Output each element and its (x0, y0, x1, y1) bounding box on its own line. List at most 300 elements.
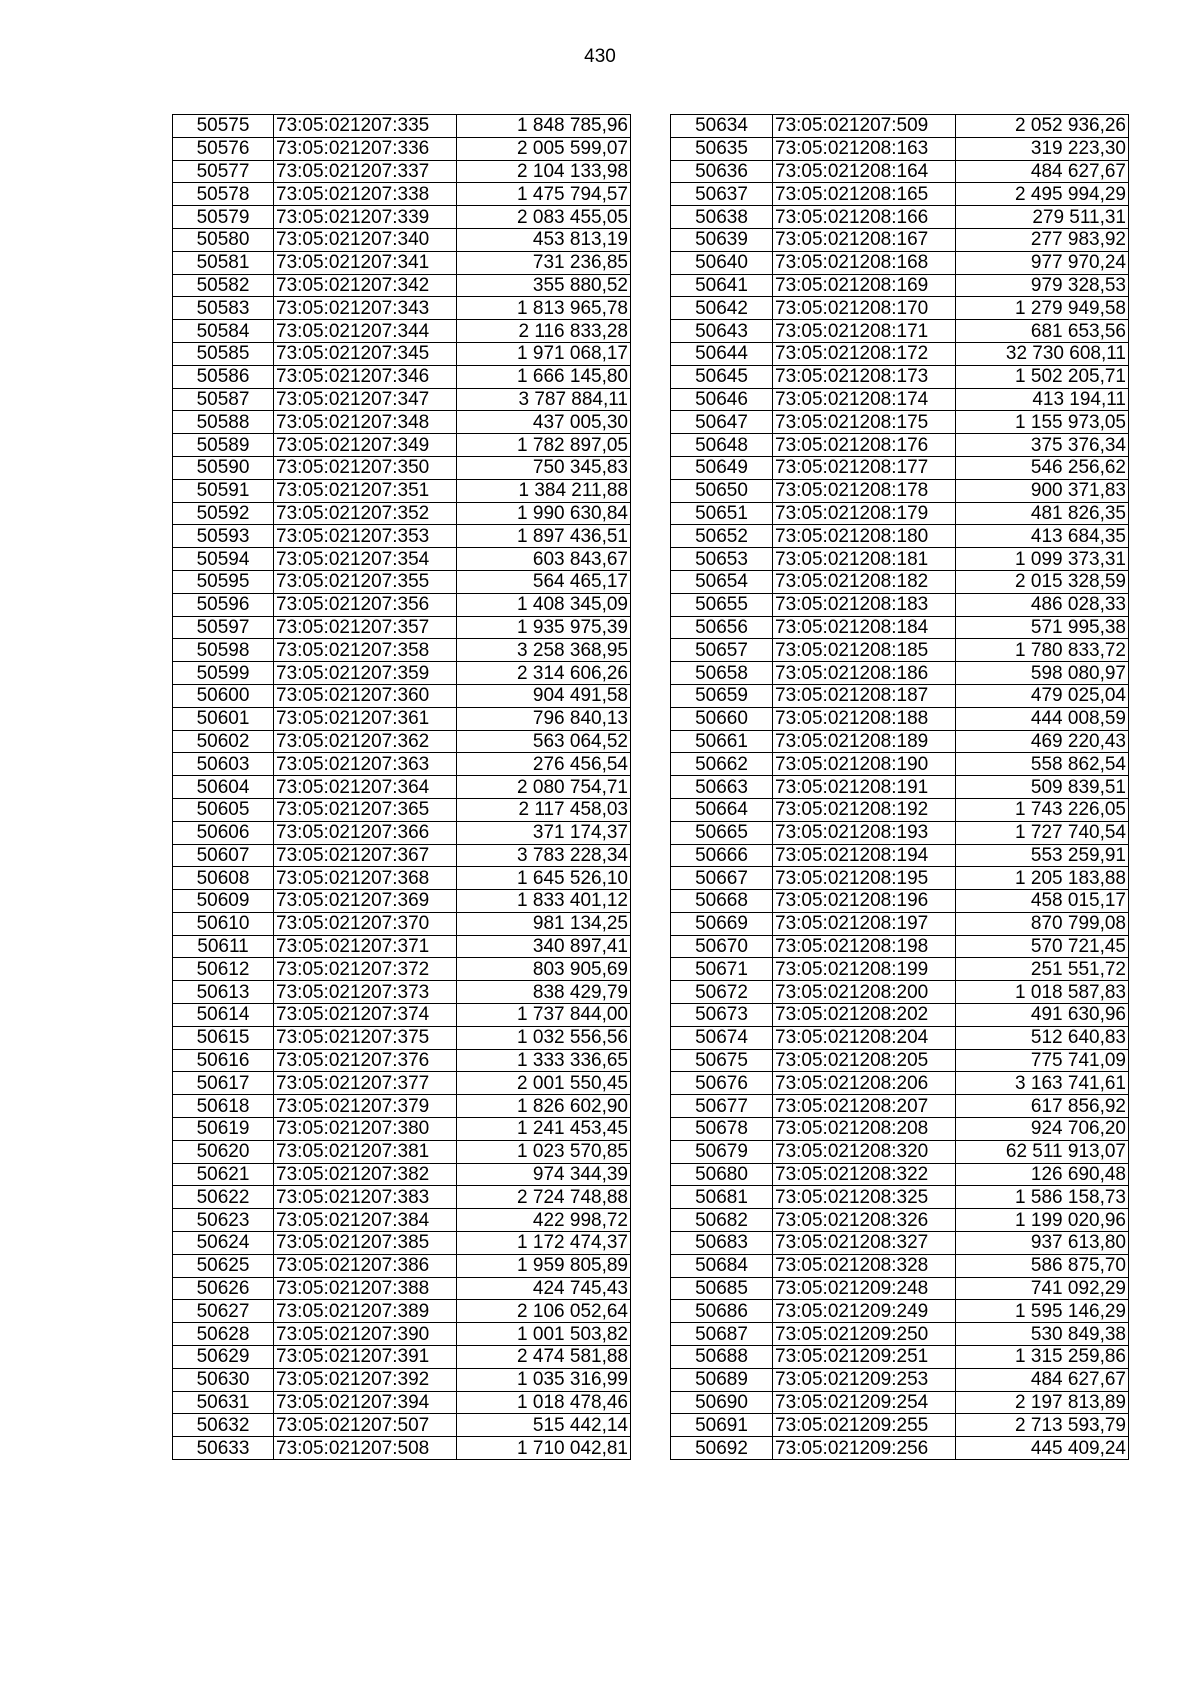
cadastral-number-cell: 73:05:021207:340 (274, 228, 457, 251)
value-cell: 750 345,83 (457, 456, 631, 479)
value-cell: 32 730 608,11 (956, 342, 1129, 365)
cadastral-number-cell: 73:05:021207:389 (274, 1300, 457, 1323)
cadastral-number-cell: 73:05:021207:376 (274, 1049, 457, 1072)
table-row (671, 411, 1129, 434)
value-cell: 2 005 599,07 (457, 137, 631, 160)
table-row (173, 570, 631, 593)
cadastral-number-cell: 73:05:021208:207 (773, 1095, 956, 1118)
row-number-cell: 50575 (173, 115, 274, 138)
row-number-cell: 50685 (671, 1277, 773, 1300)
table-row (671, 434, 1129, 457)
table-row (173, 798, 631, 821)
table-row (671, 707, 1129, 730)
table-row (173, 821, 631, 844)
row-number-cell: 50662 (671, 753, 773, 776)
registry-table-left (172, 114, 631, 1460)
value-cell: 2 117 458,03 (457, 798, 631, 821)
cadastral-number-cell: 73:05:021208:206 (773, 1072, 956, 1095)
value-cell: 731 236,85 (457, 251, 631, 274)
table-row (173, 639, 631, 662)
value-cell: 563 064,52 (457, 730, 631, 753)
cadastral-number-cell: 73:05:021208:185 (773, 639, 956, 662)
value-cell: 437 005,30 (457, 411, 631, 434)
table-row (173, 320, 631, 343)
value-cell: 512 640,83 (956, 1026, 1129, 1049)
cadastral-number-cell: 73:05:021208:196 (773, 890, 956, 913)
cadastral-number-cell: 73:05:021208:187 (773, 684, 956, 707)
row-number-cell: 50633 (173, 1437, 274, 1460)
value-cell: 979 328,53 (956, 274, 1129, 297)
value-cell: 1 475 794,57 (457, 183, 631, 206)
value-cell: 3 783 228,34 (457, 844, 631, 867)
row-number-cell: 50659 (671, 684, 773, 707)
row-number-cell: 50666 (671, 844, 773, 867)
row-number-cell: 50617 (173, 1072, 274, 1095)
value-cell: 2 083 455,05 (457, 206, 631, 229)
row-number-cell: 50687 (671, 1323, 773, 1346)
table-row (173, 730, 631, 753)
table-row (173, 525, 631, 548)
value-cell: 251 551,72 (956, 958, 1129, 981)
row-number-cell: 50669 (671, 912, 773, 935)
value-cell: 904 491,58 (457, 684, 631, 707)
table-row (173, 616, 631, 639)
cadastral-number-cell: 73:05:021207:336 (274, 137, 457, 160)
value-cell: 481 826,35 (956, 502, 1129, 525)
value-cell: 1 782 897,05 (457, 434, 631, 457)
row-number-cell: 50621 (173, 1163, 274, 1186)
value-cell: 422 998,72 (457, 1209, 631, 1232)
value-cell: 340 897,41 (457, 935, 631, 958)
table-row (671, 1049, 1129, 1072)
cadastral-number-cell: 73:05:021207:507 (274, 1414, 457, 1437)
value-cell: 570 721,45 (956, 935, 1129, 958)
table-row (173, 981, 631, 1004)
row-number-cell: 50612 (173, 958, 274, 981)
cadastral-number-cell: 73:05:021208:208 (773, 1118, 956, 1141)
row-number-cell: 50600 (173, 684, 274, 707)
cadastral-number-cell: 73:05:021209:248 (773, 1277, 956, 1300)
table-row (173, 1232, 631, 1255)
value-cell: 1 743 226,05 (956, 798, 1129, 821)
value-cell: 1 384 211,88 (457, 479, 631, 502)
table-row (671, 639, 1129, 662)
table-row (671, 1163, 1129, 1186)
row-number-cell: 50615 (173, 1026, 274, 1049)
value-cell: 2 474 581,88 (457, 1346, 631, 1369)
table-row (671, 958, 1129, 981)
value-cell: 803 905,69 (457, 958, 631, 981)
cadastral-number-cell: 73:05:021207:386 (274, 1254, 457, 1277)
row-number-cell: 50590 (173, 456, 274, 479)
cadastral-number-cell: 73:05:021207:369 (274, 890, 457, 913)
cadastral-number-cell: 73:05:021207:358 (274, 639, 457, 662)
table-row (173, 1004, 631, 1027)
row-number-cell: 50681 (671, 1186, 773, 1209)
value-cell: 1 172 474,37 (457, 1232, 631, 1255)
cadastral-number-cell: 73:05:021207:349 (274, 434, 457, 457)
table-row (173, 1049, 631, 1072)
table-row (671, 1140, 1129, 1163)
table-row (671, 160, 1129, 183)
value-cell: 509 839,51 (956, 776, 1129, 799)
cadastral-number-cell: 73:05:021208:190 (773, 753, 956, 776)
table-row (671, 1232, 1129, 1255)
value-cell: 553 259,91 (956, 844, 1129, 867)
table-row (671, 912, 1129, 935)
table-row (173, 160, 631, 183)
value-cell: 1 737 844,00 (457, 1004, 631, 1027)
row-number-cell: 50667 (671, 867, 773, 890)
table-row (173, 662, 631, 685)
cadastral-number-cell: 73:05:021207:360 (274, 684, 457, 707)
cadastral-number-cell: 73:05:021208:179 (773, 502, 956, 525)
cadastral-number-cell: 73:05:021207:391 (274, 1346, 457, 1369)
table-row (671, 1026, 1129, 1049)
cadastral-number-cell: 73:05:021207:351 (274, 479, 457, 502)
page-number: 430 (584, 46, 616, 67)
row-number-cell: 50661 (671, 730, 773, 753)
cadastral-number-cell: 73:05:021208:176 (773, 434, 956, 457)
cadastral-number-cell: 73:05:021208:198 (773, 935, 956, 958)
cadastral-number-cell: 73:05:021207:343 (274, 297, 457, 320)
table-row (173, 753, 631, 776)
table-row (671, 251, 1129, 274)
table-row (671, 1368, 1129, 1391)
row-number-cell: 50625 (173, 1254, 274, 1277)
table-row (173, 890, 631, 913)
row-number-cell: 50580 (173, 228, 274, 251)
cadastral-number-cell: 73:05:021208:192 (773, 798, 956, 821)
cadastral-number-cell: 73:05:021208:181 (773, 548, 956, 571)
row-number-cell: 50654 (671, 570, 773, 593)
value-cell: 424 745,43 (457, 1277, 631, 1300)
row-number-cell: 50663 (671, 776, 773, 799)
table-row (173, 1026, 631, 1049)
value-cell: 1 971 068,17 (457, 342, 631, 365)
table-row (173, 1186, 631, 1209)
table-row (173, 548, 631, 571)
value-cell: 741 092,29 (956, 1277, 1129, 1300)
value-cell: 413 194,11 (956, 388, 1129, 411)
value-cell: 1 833 401,12 (457, 890, 631, 913)
table-row (173, 684, 631, 707)
row-number-cell: 50630 (173, 1368, 274, 1391)
row-number-cell: 50638 (671, 206, 773, 229)
row-number-cell: 50594 (173, 548, 274, 571)
row-number-cell: 50598 (173, 639, 274, 662)
row-number-cell: 50692 (671, 1437, 773, 1460)
table-row (173, 206, 631, 229)
table-row (671, 388, 1129, 411)
table-row (671, 228, 1129, 251)
table-row (671, 456, 1129, 479)
value-cell: 491 630,96 (956, 1004, 1129, 1027)
value-cell: 375 376,34 (956, 434, 1129, 457)
table-row (671, 137, 1129, 160)
row-number-cell: 50660 (671, 707, 773, 730)
cadastral-number-cell: 73:05:021208:193 (773, 821, 956, 844)
table-row (671, 115, 1129, 138)
row-number-cell: 50691 (671, 1414, 773, 1437)
cadastral-number-cell: 73:05:021207:342 (274, 274, 457, 297)
cadastral-number-cell: 73:05:021208:322 (773, 1163, 956, 1186)
row-number-cell: 50588 (173, 411, 274, 434)
cadastral-number-cell: 73:05:021207:350 (274, 456, 457, 479)
row-number-cell: 50655 (671, 593, 773, 616)
table-row (173, 115, 631, 138)
row-number-cell: 50645 (671, 365, 773, 388)
table-row (671, 479, 1129, 502)
value-cell: 571 995,38 (956, 616, 1129, 639)
value-cell: 2 314 606,26 (457, 662, 631, 685)
table-row (671, 616, 1129, 639)
cadastral-number-cell: 73:05:021209:249 (773, 1300, 956, 1323)
table-row (671, 662, 1129, 685)
registry-table-left-body (173, 115, 631, 1460)
table-row (173, 297, 631, 320)
value-cell: 1 897 436,51 (457, 525, 631, 548)
table-row (173, 502, 631, 525)
value-cell: 838 429,79 (457, 981, 631, 1004)
cadastral-number-cell: 73:05:021207:377 (274, 1072, 457, 1095)
table-row (671, 183, 1129, 206)
cadastral-number-cell: 73:05:021207:347 (274, 388, 457, 411)
row-number-cell: 50607 (173, 844, 274, 867)
value-cell: 444 008,59 (956, 707, 1129, 730)
cadastral-number-cell: 73:05:021207:352 (274, 502, 457, 525)
value-cell: 445 409,24 (956, 1437, 1129, 1460)
row-number-cell: 50680 (671, 1163, 773, 1186)
row-number-cell: 50602 (173, 730, 274, 753)
cadastral-number-cell: 73:05:021207:509 (773, 115, 956, 138)
cadastral-number-cell: 73:05:021207:355 (274, 570, 457, 593)
table-row (671, 548, 1129, 571)
value-cell: 546 256,62 (956, 456, 1129, 479)
table-row (173, 935, 631, 958)
table-row (671, 730, 1129, 753)
table-row (671, 1346, 1129, 1369)
value-cell: 1 727 740,54 (956, 821, 1129, 844)
table-row (173, 593, 631, 616)
row-number-cell: 50647 (671, 411, 773, 434)
table-row (671, 1437, 1129, 1460)
value-cell: 3 258 368,95 (457, 639, 631, 662)
row-number-cell: 50628 (173, 1323, 274, 1346)
value-cell: 564 465,17 (457, 570, 631, 593)
table-row (671, 593, 1129, 616)
value-cell: 126 690,48 (956, 1163, 1129, 1186)
value-cell: 2 015 328,59 (956, 570, 1129, 593)
value-cell: 1 502 205,71 (956, 365, 1129, 388)
value-cell: 1 315 259,86 (956, 1346, 1129, 1369)
row-number-cell: 50577 (173, 160, 274, 183)
cadastral-number-cell: 73:05:021208:173 (773, 365, 956, 388)
table-row (173, 1346, 631, 1369)
row-number-cell: 50636 (671, 160, 773, 183)
row-number-cell: 50592 (173, 502, 274, 525)
row-number-cell: 50635 (671, 137, 773, 160)
cadastral-number-cell: 73:05:021208:175 (773, 411, 956, 434)
value-cell: 2 001 550,45 (457, 1072, 631, 1095)
value-cell: 1 935 975,39 (457, 616, 631, 639)
cadastral-number-cell: 73:05:021207:375 (274, 1026, 457, 1049)
cadastral-number-cell: 73:05:021208:167 (773, 228, 956, 251)
value-cell: 1 035 316,99 (457, 1368, 631, 1391)
value-cell: 617 856,92 (956, 1095, 1129, 1118)
table-row (671, 502, 1129, 525)
value-cell: 1 586 158,73 (956, 1186, 1129, 1209)
registry-table-right-body (671, 115, 1129, 1460)
table-row (173, 479, 631, 502)
table-row (173, 1391, 631, 1414)
row-number-cell: 50642 (671, 297, 773, 320)
row-number-cell: 50629 (173, 1346, 274, 1369)
value-cell: 1 666 145,80 (457, 365, 631, 388)
table-row (671, 753, 1129, 776)
cadastral-number-cell: 73:05:021208:320 (773, 1140, 956, 1163)
value-cell: 1 710 042,81 (457, 1437, 631, 1460)
value-cell: 1 205 183,88 (956, 867, 1129, 890)
cadastral-number-cell: 73:05:021208:186 (773, 662, 956, 685)
cadastral-number-cell: 73:05:021207:338 (274, 183, 457, 206)
table-row (173, 867, 631, 890)
row-number-cell: 50683 (671, 1232, 773, 1255)
table-row (173, 1095, 631, 1118)
cadastral-number-cell: 73:05:021208:188 (773, 707, 956, 730)
value-cell: 1 595 146,29 (956, 1300, 1129, 1323)
value-cell: 355 880,52 (457, 274, 631, 297)
row-number-cell: 50679 (671, 1140, 773, 1163)
cadastral-number-cell: 73:05:021208:183 (773, 593, 956, 616)
cadastral-number-cell: 73:05:021209:251 (773, 1346, 956, 1369)
cadastral-number-cell: 73:05:021208:172 (773, 342, 956, 365)
row-number-cell: 50676 (671, 1072, 773, 1095)
cadastral-number-cell: 73:05:021207:345 (274, 342, 457, 365)
table-row (671, 297, 1129, 320)
row-number-cell: 50620 (173, 1140, 274, 1163)
cadastral-number-cell: 73:05:021207:356 (274, 593, 457, 616)
table-row (671, 1004, 1129, 1027)
value-cell: 870 799,08 (956, 912, 1129, 935)
row-number-cell: 50670 (671, 935, 773, 958)
row-number-cell: 50619 (173, 1118, 274, 1141)
value-cell: 1 241 453,45 (457, 1118, 631, 1141)
table-row (671, 684, 1129, 707)
value-cell: 277 983,92 (956, 228, 1129, 251)
cadastral-number-cell: 73:05:021208:205 (773, 1049, 956, 1072)
cadastral-number-cell: 73:05:021208:195 (773, 867, 956, 890)
row-number-cell: 50585 (173, 342, 274, 365)
cadastral-number-cell: 73:05:021208:189 (773, 730, 956, 753)
row-number-cell: 50688 (671, 1346, 773, 1369)
value-cell: 62 511 913,07 (956, 1140, 1129, 1163)
cadastral-number-cell: 73:05:021207:372 (274, 958, 457, 981)
table-row (671, 1300, 1129, 1323)
table-row (671, 867, 1129, 890)
value-cell: 1 023 570,85 (457, 1140, 631, 1163)
cadastral-number-cell: 73:05:021208:164 (773, 160, 956, 183)
value-cell: 453 813,19 (457, 228, 631, 251)
table-row (671, 320, 1129, 343)
value-cell: 977 970,24 (956, 251, 1129, 274)
table-row (173, 1300, 631, 1323)
value-cell: 924 706,20 (956, 1118, 1129, 1141)
value-cell: 681 653,56 (956, 320, 1129, 343)
row-number-cell: 50665 (671, 821, 773, 844)
row-number-cell: 50599 (173, 662, 274, 685)
row-number-cell: 50668 (671, 890, 773, 913)
row-number-cell: 50684 (671, 1254, 773, 1277)
value-cell: 1 099 373,31 (956, 548, 1129, 571)
table-row (671, 1186, 1129, 1209)
row-number-cell: 50632 (173, 1414, 274, 1437)
cadastral-number-cell: 73:05:021207:344 (274, 320, 457, 343)
row-number-cell: 50650 (671, 479, 773, 502)
cadastral-number-cell: 73:05:021207:341 (274, 251, 457, 274)
table-row (671, 1254, 1129, 1277)
row-number-cell: 50596 (173, 593, 274, 616)
value-cell: 603 843,67 (457, 548, 631, 571)
row-number-cell: 50643 (671, 320, 773, 343)
row-number-cell: 50589 (173, 434, 274, 457)
row-number-cell: 50611 (173, 935, 274, 958)
table-row (173, 776, 631, 799)
value-cell: 1 032 556,56 (457, 1026, 631, 1049)
cadastral-number-cell: 73:05:021208:182 (773, 570, 956, 593)
row-number-cell: 50678 (671, 1118, 773, 1141)
value-cell: 2 116 833,28 (457, 320, 631, 343)
value-cell: 1 780 833,72 (956, 639, 1129, 662)
cadastral-number-cell: 73:05:021208:184 (773, 616, 956, 639)
table-row (671, 798, 1129, 821)
value-cell: 1 018 587,83 (956, 981, 1129, 1004)
row-number-cell: 50686 (671, 1300, 773, 1323)
cadastral-number-cell: 73:05:021208:199 (773, 958, 956, 981)
table-row (173, 388, 631, 411)
value-cell: 2 197 813,89 (956, 1391, 1129, 1414)
cadastral-number-cell: 73:05:021208:165 (773, 183, 956, 206)
value-cell: 1 408 345,09 (457, 593, 631, 616)
row-number-cell: 50610 (173, 912, 274, 935)
table-row (671, 1095, 1129, 1118)
cadastral-number-cell: 73:05:021207:348 (274, 411, 457, 434)
row-number-cell: 50682 (671, 1209, 773, 1232)
cadastral-number-cell: 73:05:021208:194 (773, 844, 956, 867)
table-row (671, 1072, 1129, 1095)
table-row (173, 707, 631, 730)
cadastral-number-cell: 73:05:021207:392 (274, 1368, 457, 1391)
row-number-cell: 50622 (173, 1186, 274, 1209)
row-number-cell: 50605 (173, 798, 274, 821)
row-number-cell: 50581 (173, 251, 274, 274)
cadastral-number-cell: 73:05:021208:169 (773, 274, 956, 297)
cadastral-number-cell: 73:05:021207:367 (274, 844, 457, 867)
cadastral-number-cell: 73:05:021207:379 (274, 1095, 457, 1118)
cadastral-number-cell: 73:05:021207:374 (274, 1004, 457, 1027)
row-number-cell: 50656 (671, 616, 773, 639)
row-number-cell: 50631 (173, 1391, 274, 1414)
table-row (671, 1118, 1129, 1141)
table-row (173, 844, 631, 867)
cadastral-number-cell: 73:05:021207:353 (274, 525, 457, 548)
cadastral-number-cell: 73:05:021208:325 (773, 1186, 956, 1209)
row-number-cell: 50603 (173, 753, 274, 776)
cadastral-number-cell: 73:05:021207:346 (274, 365, 457, 388)
cadastral-number-cell: 73:05:021208:163 (773, 137, 956, 160)
cadastral-number-cell: 73:05:021207:361 (274, 707, 457, 730)
value-cell: 2 104 133,98 (457, 160, 631, 183)
